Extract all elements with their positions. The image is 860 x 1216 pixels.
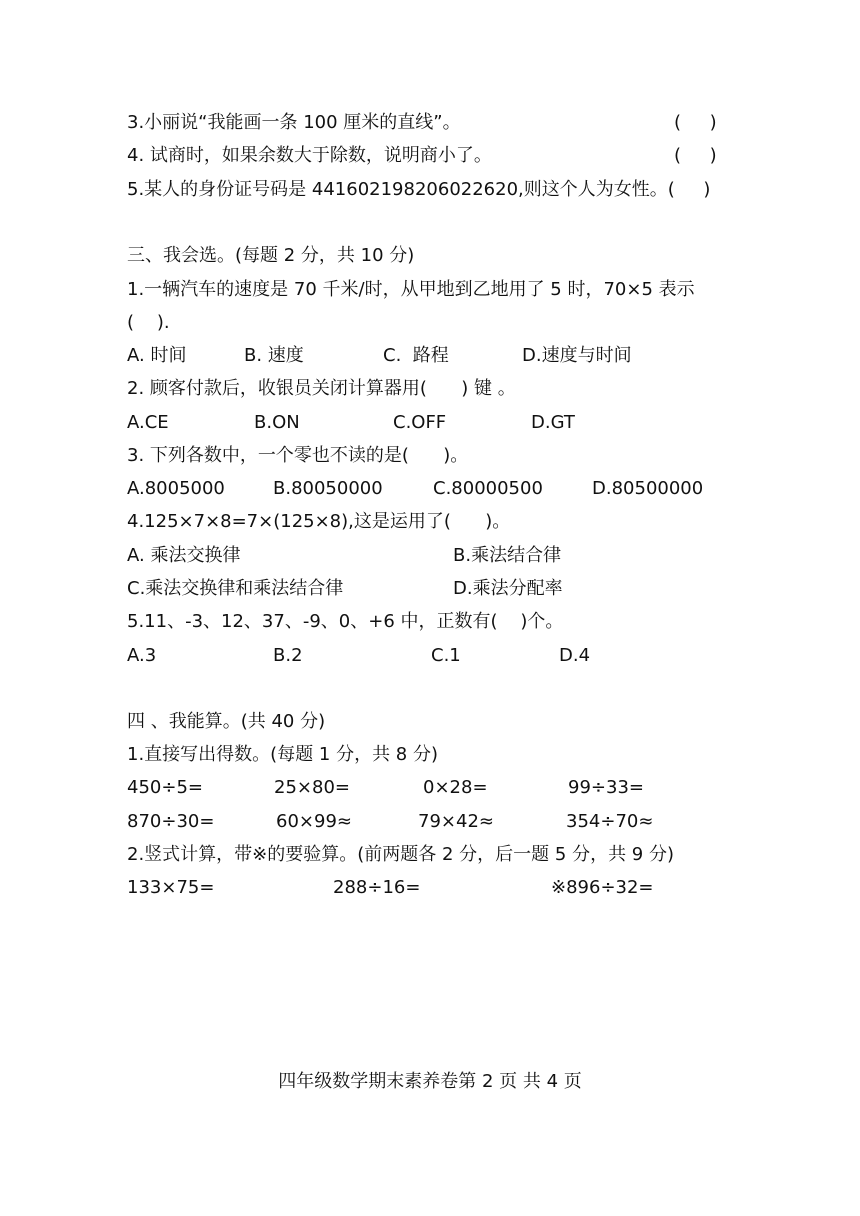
option: B.乘法结合律 (453, 545, 562, 566)
choose-q2-options (127, 411, 575, 435)
calc-sub1: 1.直接写出得数。(每题 1 分，共 8 分) (127, 744, 439, 765)
choose-q5-options (127, 644, 591, 668)
option: A.3 (127, 645, 157, 666)
calc-row3 (127, 876, 654, 900)
option: C.OFF (393, 412, 447, 433)
option: D.速度与时间 (522, 345, 632, 366)
option: A.CE (127, 412, 169, 433)
option: D.4 (559, 645, 591, 666)
choose-q1-line2: ( ). (127, 312, 170, 333)
choose-q1-options (127, 344, 632, 368)
problem: 133×75= (127, 877, 215, 898)
option: D.GT (531, 412, 575, 433)
judge-q5: 5.某人的身份证号码是 441602198206022620,则这个人为女性。( ) (127, 179, 711, 200)
calc-sub2: 2.竖式计算，带※的要验算。(前两题各 2 分，后一题 5 分，共 9 分) (127, 844, 674, 865)
problem: 288÷16= (333, 877, 421, 898)
choose-q4-options-a-b (127, 544, 562, 568)
problem: 0×28= (423, 777, 488, 798)
problem: 450÷5= (127, 777, 203, 798)
problem: 354÷70≈ (566, 811, 654, 832)
problem: ※896÷32= (551, 877, 654, 898)
option: C. 路程 (383, 345, 449, 366)
choose-q5: 5.11、-3、12、37、-9、0、+6 中，正数有( )个。 (127, 611, 564, 632)
page-footer: 四年级数学期末素养卷第 2 页 共 4 页 (278, 1071, 582, 1092)
judge-q3: 3.小丽说“我能画一条 100 厘米的直线”。 (127, 112, 461, 133)
option: B.80050000 (273, 478, 383, 499)
problem: 99÷33= (568, 777, 644, 798)
option: C.80000500 (433, 478, 543, 499)
choose-q3: 3. 下列各数中，一个零也不读的是( )。 (127, 445, 469, 466)
option: C.乘法交换律和乘法结合律 (127, 578, 344, 599)
judge-q4: 4. 试商时，如果余数大于除数，说明商小了。 (127, 145, 492, 166)
problem: 870÷30= (127, 811, 215, 832)
option: D.80500000 (592, 478, 704, 499)
option: B.ON (254, 412, 300, 433)
choose-q1-line1: 1.一辆汽车的速度是 70 千米/时，从甲地到乙地用了 5 时，70×5 表示 (127, 279, 695, 300)
option: B. 速度 (244, 345, 304, 366)
section-calc-heading: 四 、我能算。(共 40 分) (127, 711, 326, 732)
option: A.8005000 (127, 478, 225, 499)
calc-row1 (127, 776, 644, 800)
problem: 60×99≈ (276, 811, 352, 832)
judge-q3-answer-paren: ( ) (674, 112, 717, 133)
judge-q4-answer-paren: ( ) (674, 145, 717, 166)
choose-q3-options (127, 477, 704, 501)
option: C.1 (431, 645, 461, 666)
choose-q2: 2. 顾客付款后，收银员关闭计算器用( ) 键 。 (127, 378, 516, 399)
problem: 79×42≈ (418, 811, 494, 832)
section-choose-heading: 三、我会选。(每题 2 分，共 10 分) (127, 245, 415, 266)
option: D.乘法分配率 (453, 578, 563, 599)
calc-row2 (127, 810, 654, 834)
option: B.2 (273, 645, 303, 666)
option: A. 乘法交换律 (127, 545, 241, 566)
option: A. 时间 (127, 345, 187, 366)
problem: 25×80= (274, 777, 350, 798)
choose-q4-options-c-d (127, 577, 563, 601)
choose-q4: 4.125×7×8=7×(125×8),这是运用了( )。 (127, 511, 511, 532)
